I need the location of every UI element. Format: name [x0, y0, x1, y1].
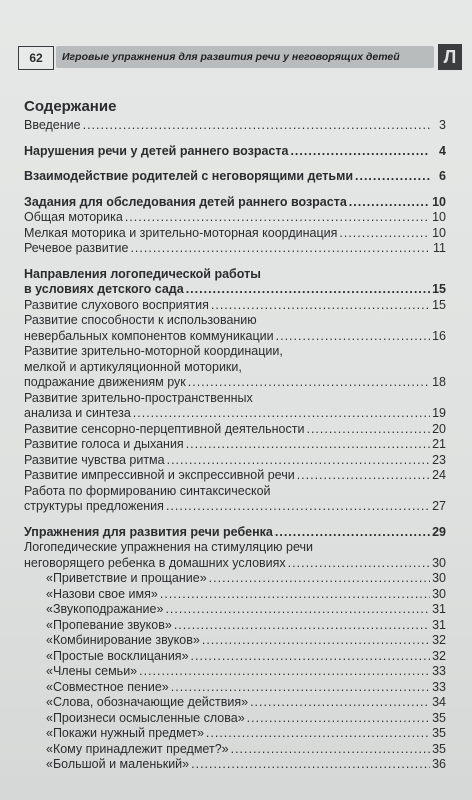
toc-entry [24, 540, 446, 571]
toc-page-number: 35 [432, 710, 446, 725]
toc-entry-title: Общая моторика [24, 210, 123, 224]
toc-entry-title: структуры предложения [24, 499, 164, 513]
toc-entry [24, 726, 446, 742]
toc-entry [24, 633, 446, 649]
toc-entry [24, 587, 446, 603]
toc-entry [24, 757, 446, 773]
toc-entry-line: Развитие зрительно-моторной координации, [24, 344, 283, 358]
dot-leader [231, 742, 430, 758]
dot-leader [355, 169, 430, 185]
toc-entry-row [24, 695, 446, 711]
dot-leader [275, 525, 430, 541]
toc-entry-row [24, 587, 446, 603]
toc-entry [24, 649, 446, 665]
toc-entry-title: «Слова, обозначающие действия» [46, 695, 249, 709]
toc-entry [24, 344, 446, 391]
toc-entry-title: Нарушения речи у детей раннего возраста [24, 143, 289, 158]
toc-entry-row [24, 118, 446, 134]
running-header [18, 42, 460, 72]
dot-leader [186, 282, 430, 298]
toc-entry-title: Развитие чувства ритма [24, 452, 165, 467]
dot-leader [209, 571, 430, 587]
toc-entry-line: Развитие зрительно-пространственных [24, 390, 253, 405]
toc-page-number: 16 [432, 328, 446, 343]
toc-entry-line: Работа по формированию синтаксической [24, 483, 271, 498]
toc-page-number: 23 [432, 452, 446, 467]
toc-entry-row [24, 226, 446, 242]
toc-entry-row [24, 195, 446, 211]
dot-leader [211, 298, 430, 314]
dot-leader [188, 375, 430, 391]
toc-entry-row [24, 757, 446, 773]
toc-entry [24, 468, 446, 484]
toc-entry [24, 185, 446, 211]
toc-entry-title: Взаимодействие родителей с неговорящими детьми [24, 169, 354, 183]
toc-entry-row [24, 556, 446, 572]
toc-page-number: 19 [432, 406, 446, 420]
toc-entry-row [24, 375, 446, 391]
dot-leader [166, 499, 430, 515]
toc-entry-title: неговорящего ребенка в домашних условиях [24, 555, 286, 570]
dot-leader [276, 329, 430, 345]
toc-entry-row [24, 633, 446, 649]
toc-page-number: 35 [432, 726, 446, 740]
toc-entry-row [24, 711, 446, 727]
toc-page-number: 29 [432, 524, 446, 539]
toc-page-number: 6 [439, 169, 446, 183]
toc-entry-row [24, 680, 446, 696]
dot-leader [297, 468, 430, 484]
toc-entry-title: Развитие импрессивной и экспрессивной речи [24, 468, 295, 482]
dot-leader [165, 602, 430, 618]
toc-entry-line: Направления логопедической работы [24, 266, 261, 281]
dot-leader [139, 664, 430, 680]
toc-entry-row [24, 649, 446, 665]
toc-entry [24, 664, 446, 680]
toc-entry [24, 742, 446, 758]
dot-leader [171, 680, 430, 696]
toc-entry [24, 257, 446, 298]
toc-entry [24, 210, 446, 226]
toc-entry-row [24, 618, 446, 634]
dot-leader [202, 633, 430, 649]
toc-entry-row [24, 437, 446, 453]
toc-entry-row [24, 571, 446, 587]
toc-page-number: 35 [432, 741, 446, 756]
dot-leader [349, 195, 430, 211]
toc-page-number: 15 [432, 282, 446, 296]
toc-entry-row [24, 499, 446, 515]
toc-entry [24, 515, 446, 541]
toc-page-number: 31 [432, 617, 446, 632]
toc-page-number: 20 [432, 421, 446, 436]
toc-entry-title: Мелкая моторика и зрительно-моторная координация [24, 225, 338, 240]
toc-page-number: 33 [432, 664, 446, 678]
dot-leader [290, 144, 430, 160]
toc-entry [24, 134, 446, 160]
page-number: 62 [18, 46, 54, 70]
toc-entry-title: «Произнеси осмысленные слова» [46, 710, 245, 725]
toc-entry [24, 484, 446, 515]
toc-entry [24, 298, 446, 314]
toc-entry [24, 437, 446, 453]
toc-entry-row [24, 742, 446, 758]
toc-entry-title: Развитие слухового восприятия [24, 297, 209, 312]
toc-entry [24, 618, 446, 634]
toc-page-number: 3 [439, 118, 446, 132]
toc-page-number: 27 [432, 499, 446, 513]
toc-page-number: 21 [432, 437, 446, 451]
toc-entry-line: Логопедические упражнения на стимуляцию речи [24, 540, 314, 554]
toc-entry [24, 313, 446, 344]
toc-entry [24, 422, 446, 438]
toc-entry-row [24, 144, 446, 160]
toc-entry-title: «Комбинирование звуков» [46, 633, 200, 647]
toc-entry-row [24, 406, 446, 422]
toc-page-number: 30 [432, 555, 446, 570]
dot-leader [130, 241, 430, 257]
toc-page-number: 30 [432, 571, 446, 585]
toc-page-number: 31 [432, 602, 446, 616]
table-of-contents [24, 118, 446, 773]
dot-leader [125, 210, 430, 226]
toc-page-number: 34 [432, 695, 446, 709]
dot-leader [133, 406, 430, 422]
publisher-logo-icon: Л [438, 44, 462, 70]
toc-entry-row [24, 210, 446, 226]
toc-entry-title: «Большой и маленький» [46, 757, 190, 771]
toc-entry-row [24, 726, 446, 742]
contents-title: Содержание [24, 98, 117, 115]
toc-entry [24, 159, 446, 185]
toc-entry [24, 602, 446, 618]
dot-leader [339, 226, 430, 242]
toc-entry-title: Развитие голоса и дыхания [24, 437, 184, 451]
toc-entry-line: мелкой и артикуляционной моторики, [24, 359, 242, 374]
toc-entry [24, 680, 446, 696]
toc-entry-title: невербальных компонентов коммуникации [24, 328, 274, 343]
toc-entry-title: «Назови свое имя» [46, 586, 158, 601]
toc-entry-title: «Пропевание звуков» [46, 617, 172, 632]
toc-page-number: 32 [432, 633, 446, 647]
toc-entry-title: Развитие сенсорно-перцептивной деятельности [24, 421, 305, 436]
toc-entry-title: «Звукоподражание» [46, 602, 164, 616]
toc-entry-title: в условиях детского сада [24, 282, 184, 296]
dot-leader [288, 556, 430, 572]
toc-entry [24, 711, 446, 727]
toc-entry-row [24, 664, 446, 680]
toc-entry-row [24, 298, 446, 314]
toc-entry-title: «Покажи нужный предмет» [46, 726, 204, 740]
toc-page-number: 30 [432, 586, 446, 601]
dot-leader [250, 695, 430, 711]
dot-leader [247, 711, 430, 727]
toc-entry-title: «Простые восклицания» [46, 648, 189, 663]
toc-entry-row [24, 169, 446, 185]
dot-leader [306, 422, 430, 438]
dot-leader [83, 118, 430, 134]
toc-entry-title: Упражнения для развития речи ребенка [24, 524, 273, 539]
dot-leader [191, 649, 430, 665]
toc-entry-row [24, 241, 446, 257]
running-title: Игровые упражнения для развития речи у неговорящих детей [56, 46, 434, 68]
toc-entry-row [24, 602, 446, 618]
dot-leader [167, 453, 430, 469]
toc-page-number: 24 [432, 468, 446, 482]
dot-leader [191, 757, 430, 773]
toc-entry-row [24, 422, 446, 438]
toc-entry-title: Задания для обследования детей раннего возраста [24, 194, 347, 209]
toc-page-number: 10 [432, 225, 446, 240]
dot-leader [160, 587, 430, 603]
toc-page-number: 4 [439, 143, 446, 158]
toc-page-number: 32 [432, 648, 446, 663]
toc-entry-title: «Совместное пение» [46, 679, 169, 694]
toc-entry [24, 571, 446, 587]
toc-entry-title: «Приветствие и прощание» [46, 571, 207, 585]
toc-entry [24, 453, 446, 469]
toc-page-number: 18 [432, 375, 446, 389]
toc-entry-row [24, 468, 446, 484]
dot-leader [174, 618, 430, 634]
dot-leader [206, 726, 430, 742]
toc-entry [24, 226, 446, 242]
toc-entry [24, 118, 446, 134]
toc-page-number: 15 [432, 297, 446, 312]
toc-entry-row [24, 453, 446, 469]
toc-entry-row [24, 329, 446, 345]
toc-entry-title: «Члены семьи» [46, 664, 138, 678]
toc-entry [24, 241, 446, 257]
toc-entry-title: «Кому принадлежит предмет?» [46, 741, 229, 756]
toc-page-number: 11 [433, 241, 446, 255]
toc-entry-title: подражание движениям рук [24, 375, 186, 389]
toc-entry-line: Развитие способности к использованию [24, 313, 257, 327]
dot-leader [186, 437, 430, 453]
toc-page-number: 36 [432, 757, 446, 771]
toc-entry-title: Речевое развитие [24, 241, 129, 255]
toc-entry-row [24, 282, 446, 298]
toc-entry [24, 695, 446, 711]
toc-entry-row [24, 525, 446, 541]
toc-entry-title: Введение [24, 118, 81, 132]
toc-page-number: 10 [432, 194, 446, 209]
toc-entry [24, 391, 446, 422]
toc-page-number: 10 [432, 210, 446, 224]
toc-entry-title: анализа и синтеза [24, 406, 131, 420]
toc-page-number: 33 [432, 679, 446, 694]
